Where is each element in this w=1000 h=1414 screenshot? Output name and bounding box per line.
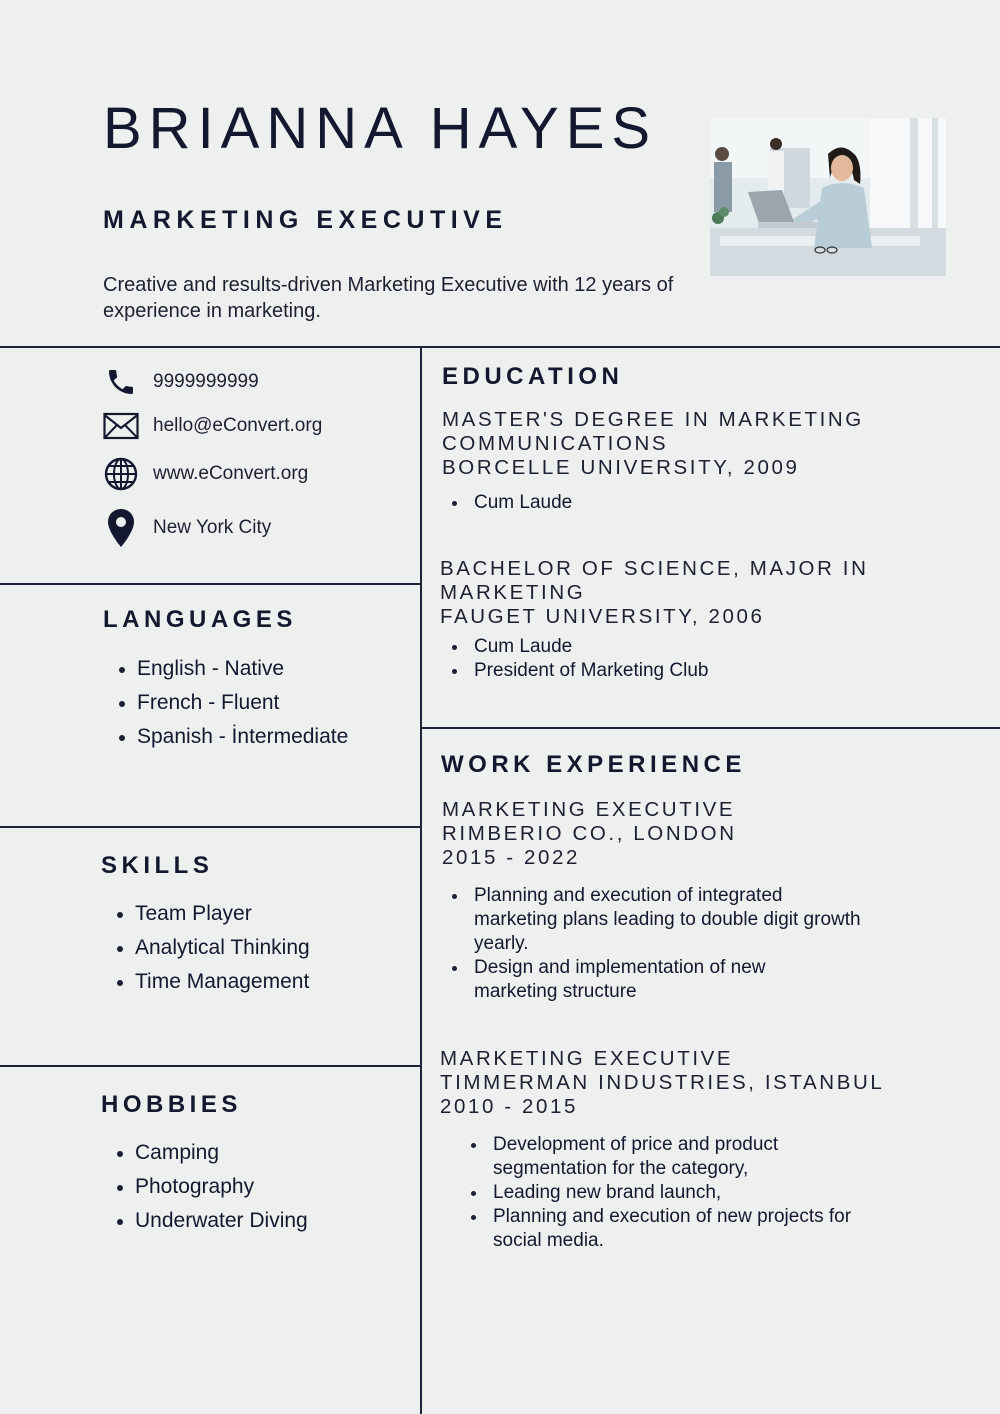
education-heading: EDUCATION [442,363,624,390]
contact-location [103,508,271,548]
list-item: Time Management [113,965,310,999]
map-pin-icon [103,508,139,548]
education-bullets [442,491,572,515]
list-item: French - Fluent [115,686,348,720]
resume-name: BRIANNA HAYES [103,96,658,161]
profile-photo [710,118,946,276]
contact-email[interactable] [103,412,322,440]
globe-icon [103,457,139,491]
phone-icon [103,366,139,398]
profile-summary: Creative and results-driven Marketing Executive with 12 years of experience in marketing. [103,274,674,322]
list-item: Spanish - İntermediate [115,720,348,754]
education-entry-heading [440,557,869,629]
languages-heading: LANGUAGES [103,606,297,633]
skills-list [113,897,310,999]
skills-divider [0,1065,421,1067]
website-url: www.eConvert.org [153,463,309,484]
education-divider [420,727,1000,729]
list-item: Underwater Diving [113,1204,308,1238]
skills-heading: SKILLS [101,852,214,879]
list-item: Development of price and product segmentation for the category, [461,1133,811,1181]
job-title: MARKETING EXECUTIVE [103,206,508,234]
list-item: Photography [113,1170,308,1204]
list-item: Planning and execution of new projects for social media. [461,1205,891,1253]
degree-title: BACHELOR OF SCIENCE, MAJOR IN [440,557,869,580]
position-title: MARKETING EXECUTIVE [440,1047,734,1070]
list-item: Design and implementation of new marketing structure [442,956,802,1004]
school-and-year: BORCELLE UNIVERSITY, 2009 [442,456,800,479]
list-item: Camping [113,1136,308,1170]
list-item: Team Player [113,897,310,931]
column-divider [420,346,422,1414]
position-title: MARKETING EXECUTIVE [442,798,736,821]
date-range: 2010 - 2015 [440,1095,579,1118]
degree-title-cont: COMMUNICATIONS [442,432,669,455]
email-address: hello@eConvert.org [153,415,323,436]
list-item: Leading new brand launch, [461,1181,891,1205]
school-and-year: FAUGET UNIVERSITY, 2006 [440,605,765,628]
date-range: 2015 - 2022 [442,846,581,869]
work-entry-heading [442,798,737,870]
list-item: Cum Laude [442,491,572,515]
location-text: New York City [153,517,272,538]
envelope-icon [103,412,139,440]
company-name: TIMMERMAN INDUSTRIES, ISTANBUL [440,1071,885,1094]
education-entry-heading [442,408,864,480]
list-item: Planning and execution of integrated marketing plans leading to double digit growth yearly. [442,884,862,956]
list-item: Analytical Thinking [113,931,310,965]
work-bullets [461,1133,891,1253]
list-item: Cum Laude [442,635,708,659]
contact-phone[interactable] [103,366,259,398]
degree-title: MASTER'S DEGREE IN MARKETING [442,408,864,431]
work-bullets [442,884,862,1004]
header-divider [0,346,1000,348]
list-item: English - Native [115,652,348,686]
work-entry-heading [440,1047,884,1119]
work-experience-heading: WORK EXPERIENCE [441,751,746,778]
languages-list [115,652,348,754]
contact-website[interactable] [103,457,308,491]
hobbies-list [113,1136,308,1238]
education-bullets [442,635,708,683]
languages-divider [0,826,421,828]
contact-divider [0,583,421,585]
list-item: President of Marketing Club [442,659,708,683]
phone-number: 9999999999 [153,371,259,392]
company-name: RIMBERIO CO., LONDON [442,822,737,845]
degree-title-cont: MARKETING [440,581,586,604]
hobbies-heading: HOBBIES [101,1091,242,1118]
